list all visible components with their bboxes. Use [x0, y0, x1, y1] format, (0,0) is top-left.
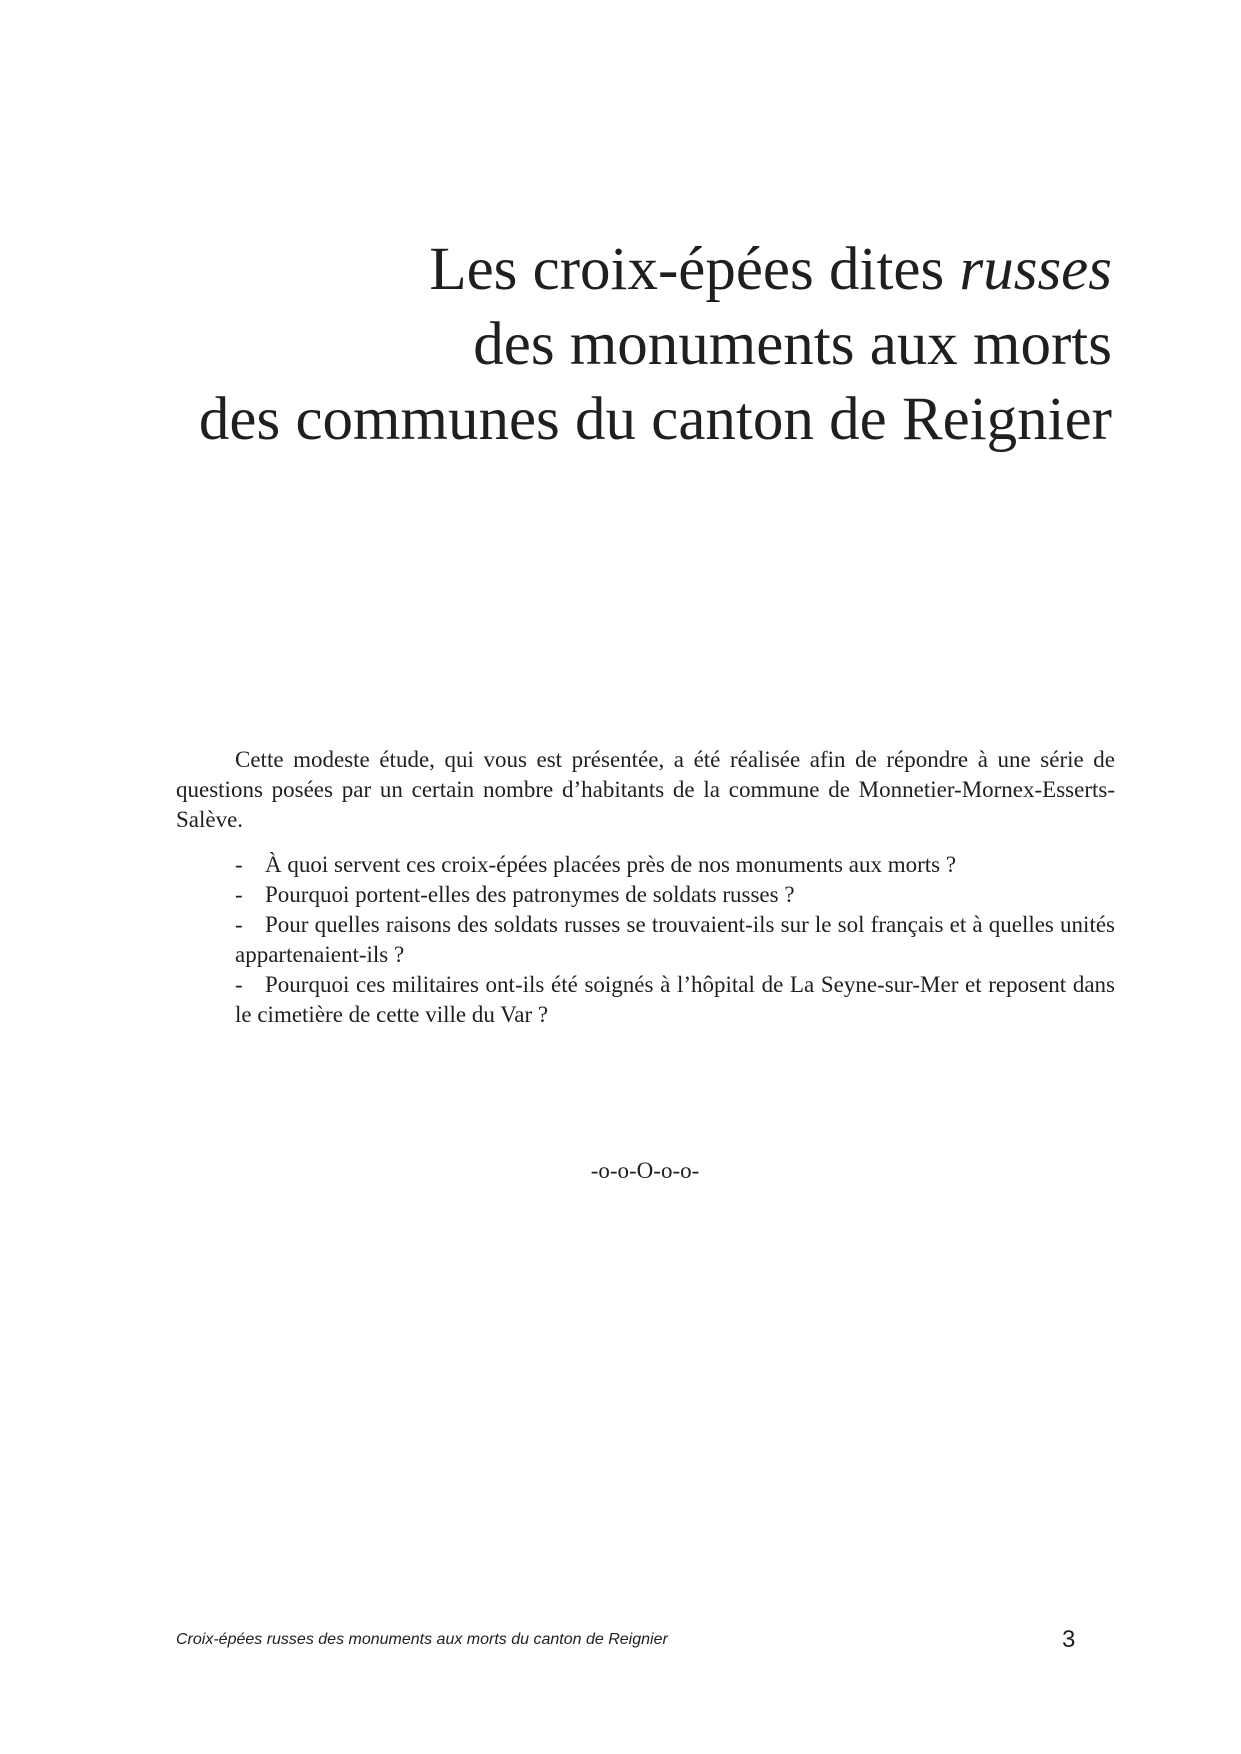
question-text: Pour quelles raisons des soldats russes se trouvaient-ils sur le sol français et à quelles unités appartenaient-ils ? [235, 912, 1115, 967]
title-line-1-text: Les croix-épées dites [429, 236, 960, 303]
title-line-3: des communes du canton de Reignier [198, 386, 1112, 453]
title-italic-word: russes [959, 236, 1112, 303]
question-list [235, 850, 1115, 1030]
list-dash: - [235, 972, 243, 997]
section-separator: -o-o-O-o-o- [590, 1158, 700, 1183]
question-item [235, 880, 1115, 910]
footer-running-title: Croix-épées russes des monuments aux morts du canton de Reignier [176, 1631, 668, 1648]
page-title [150, 232, 1112, 457]
question-text: Pourquoi ces militaires ont-ils été soignés à l’hôpital de La Seyne-sur-Mer et reposent dans le cimetière de cette ville du Var ? [235, 972, 1115, 1027]
title-line-1 [150, 232, 1112, 307]
question-text: Pourquoi portent-elles des patronymes de soldats russes ? [265, 882, 795, 907]
question-item [235, 850, 1115, 880]
list-dash: - [235, 882, 243, 907]
list-dash: - [235, 852, 243, 877]
list-dash: - [235, 912, 243, 937]
title-line-2: des monuments aux morts [473, 311, 1112, 378]
question-item [235, 970, 1115, 1030]
intro-paragraph: Cette modeste étude, qui vous est présentée, a été réalisée afin de répondre à une série de questions posées par un certain nombre d’habitants de la commune de Monnetier-Mornex-Esserts-Salève. [176, 747, 1115, 832]
question-item [235, 910, 1115, 970]
page-number: 3 [1062, 1626, 1076, 1653]
question-text: À quoi servent ces croix-épées placées près de nos monuments aux morts ? [265, 852, 957, 877]
